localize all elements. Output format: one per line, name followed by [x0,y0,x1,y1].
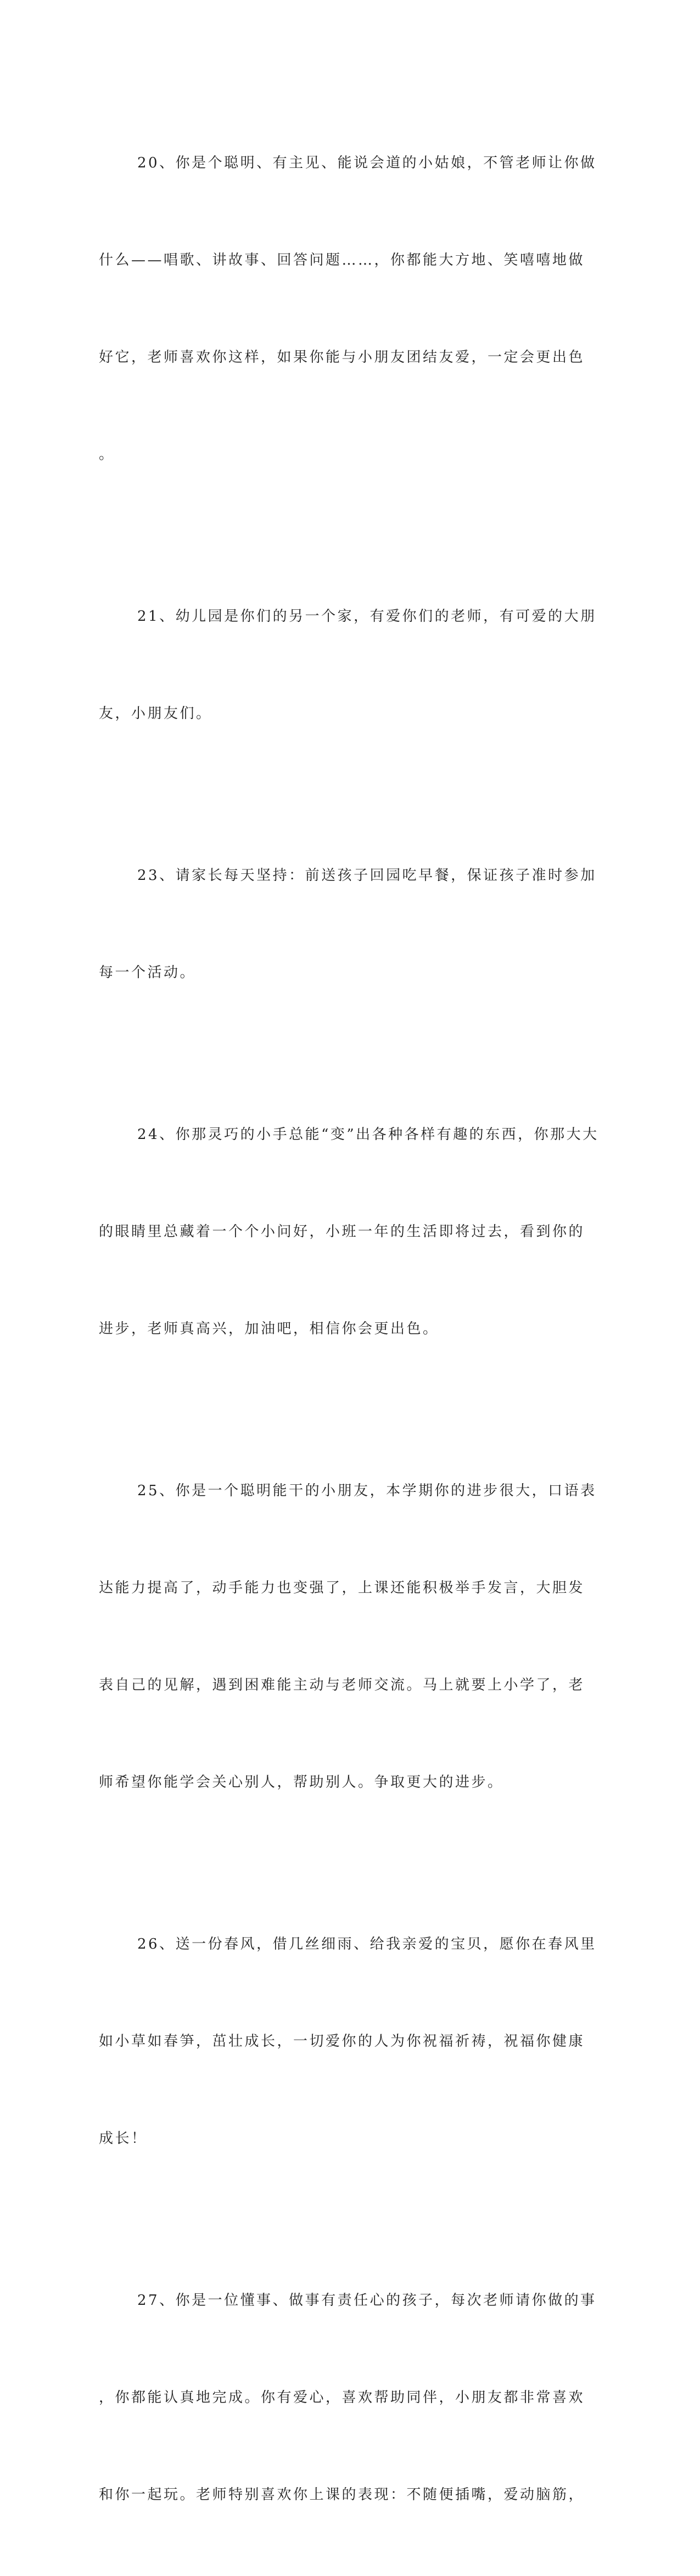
text-line: 。 [99,446,115,463]
text-line: 什么——唱歌、讲故事、回答问题……，你都能大方地、笑嘻嘻地做 [99,252,585,268]
text-line: 26、送一份春风，借几丝细雨、给我亲爱的宝贝，愿你在春风里 [137,1936,597,1952]
text-line: 23、请家长每天坚持：前送孩子回园吃早餐，保证孩子准时参加 [137,867,597,884]
text-line: 25、你是一个聪明能干的小朋友，本学期你的进步很大，口语表 [137,1483,597,1499]
paragraph-23 [99,795,597,1054]
text-line: 表自己的见解，遇到困难能主动与老师交流。马上就要上小学了，老 [99,1677,585,1693]
text-line: ，你都能认真地完成。你有爱心，喜欢帮助同伴，小朋友都非常喜欢 [99,2389,585,2406]
paragraph-26 [99,1864,597,2220]
text-line: 24、你那灵巧的小手总能“变”出各种各样有趣的东西，你那大大 [137,1126,599,1143]
text-line: 师希望你能学会关心别人，帮助别人。争取更大的进步。 [99,1774,504,1791]
text-line: 27、你是一位懂事、做事有责任心的孩子，每次老师请你做的事 [137,2292,597,2309]
paragraph-25 [99,1410,597,1864]
text-line: 友，小朋友们。 [99,705,212,722]
text-line: 达能力提高了，动手能力也变强了，上课还能积极举手发言，大胆发 [99,1580,585,1596]
paragraph-27 [99,2220,597,2576]
paragraph-20 [99,82,597,536]
paragraph-24 [99,1054,599,1410]
paragraph-21 [99,536,597,795]
text-line: 好它，老师喜欢你这样，如果你能与小朋友团结友爱，一定会更出色 [99,349,585,366]
text-line: 如小草如春笋，茁壮成长，一切爱你的人为你祝福祈祷，祝福你健康 [99,2033,585,2050]
text-line: 和你一起玩。老师特别喜欢你上课的表现：不随便插嘴，爱动脑筋， [99,2487,585,2503]
text-line: 21、幼儿园是你们的另一个家，有爱你们的老师，有可爱的大朋 [137,608,597,625]
text-line: 每一个活动。 [99,964,197,981]
text-line: 的眼睛里总藏着一个个小问好，小班一年的生活即将过去，看到你的 [99,1224,585,1240]
text-line: 进步，老师真高兴，加油吧，相信你会更出色。 [99,1321,439,1337]
document-body [99,82,599,2576]
text-line: 成长！ [99,2130,148,2147]
text-line: 20、你是个聪明、有主见、能说会道的小姑娘，不管老师让你做 [137,155,597,171]
